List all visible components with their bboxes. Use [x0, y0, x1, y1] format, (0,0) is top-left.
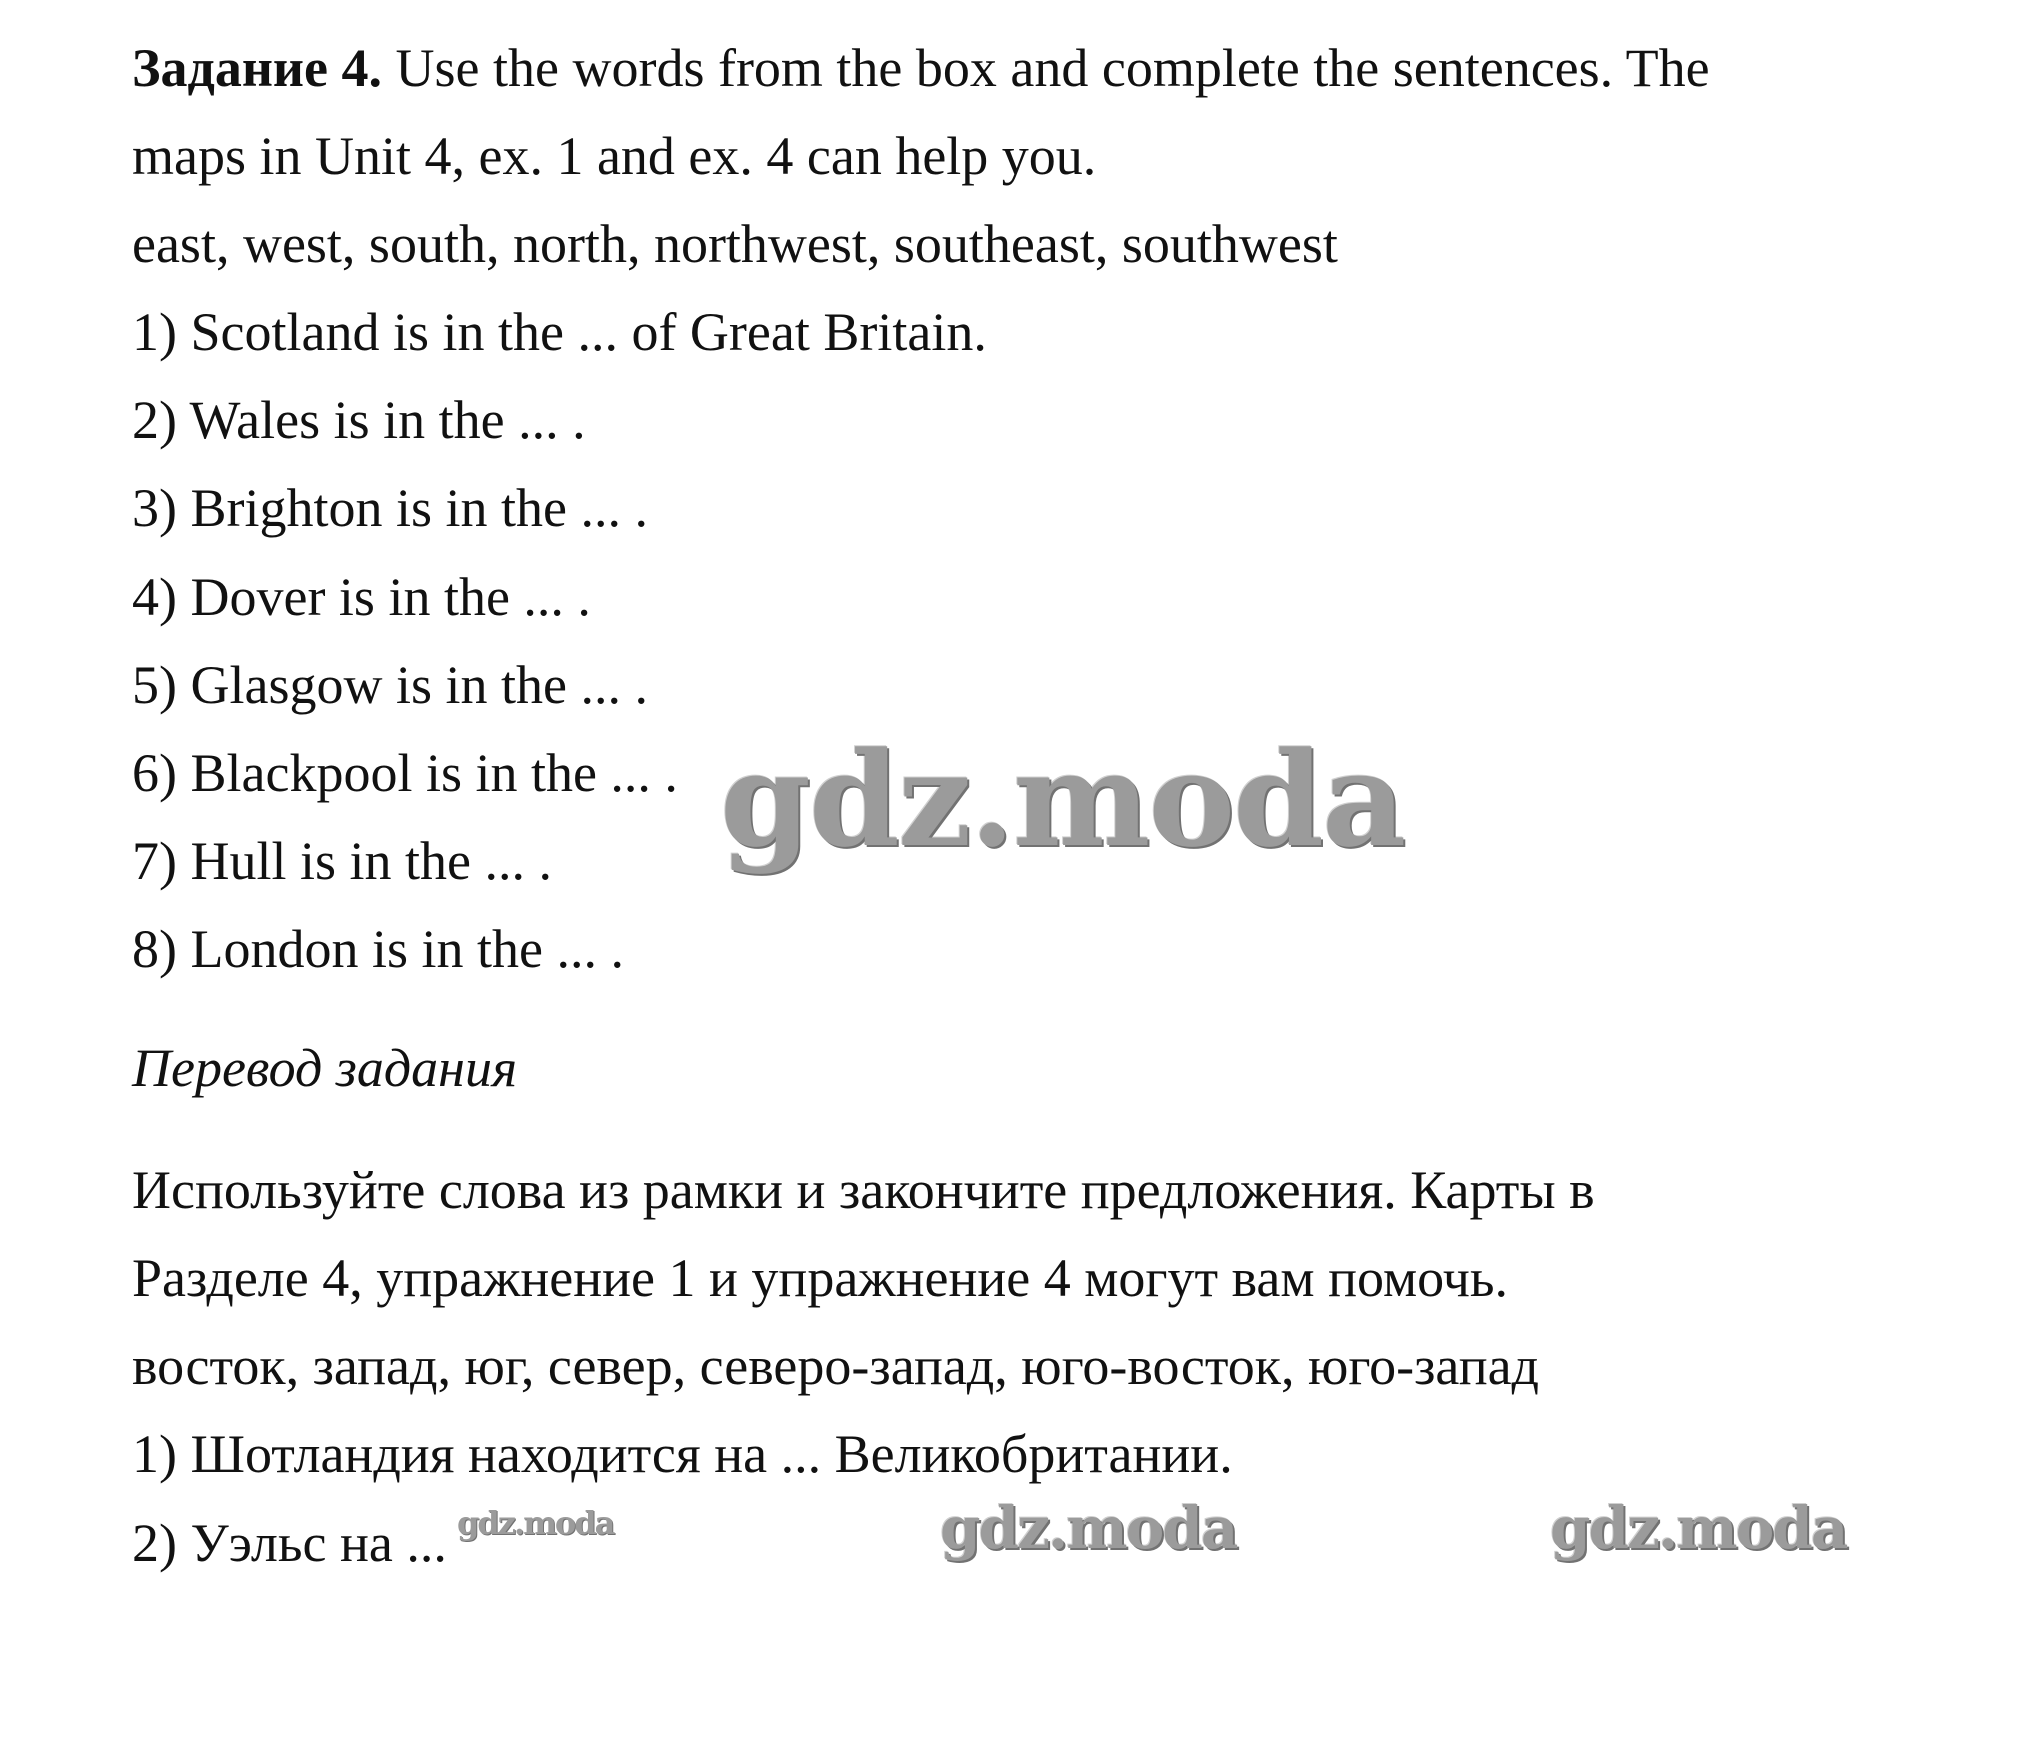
task-sentence-7: 7) Hull is in the ... . [132, 831, 552, 891]
task-sentence-1: 1) Scotland is in the ... of Great Britain. [132, 302, 987, 362]
task-instruction-line-2: maps in Unit 4, ex. 1 and ex. 4 can help you. [132, 126, 1097, 186]
task-sentence-8: 8) London is in the ... . [132, 919, 624, 979]
watermark-logo-small: gdz.moda [457, 1504, 614, 1542]
task-instruction-text: Use the words from the box and complete the sentences. The [382, 38, 1710, 98]
task-label: Задание 4. [132, 38, 383, 98]
translation-sentence-2: 2) Уэльс на ... [132, 1513, 447, 1573]
watermark-logo-medium-2: gdz.moda [1550, 1494, 1847, 1562]
task-word-box: east, west, south, north, northwest, southeast, southwest [132, 214, 1338, 274]
translation-heading: Перевод задания [132, 1038, 518, 1098]
watermark-logo-large: gdz.moda [720, 723, 1405, 876]
translation-instruction-line-1: Используйте слова из рамки и закончите предложения. Карты в [132, 1160, 1595, 1220]
translation-instruction-line-2: Разделе 4, упражнение 1 и упражнение 4 могут вам помочь. [132, 1248, 1508, 1308]
task-sentence-5: 5) Glasgow is in the ... . [132, 655, 648, 715]
task-sentence-2: 2) Wales is in the ... . [132, 390, 586, 450]
watermark-logo-medium-1: gdz.moda [940, 1494, 1237, 1562]
translation-word-box: восток, запад, юг, север, северо-запад, юго-восток, юго-запад [132, 1336, 1540, 1396]
task-sentence-3: 3) Brighton is in the ... . [132, 478, 648, 538]
task-sentence-4: 4) Dover is in the ... . [132, 567, 591, 627]
task-instruction-line-1 [132, 38, 1710, 98]
translation-sentence-1: 1) Шотландия находится на ... Великобритании. [132, 1424, 1233, 1484]
task-sentence-6: 6) Blackpool is in the ... . [132, 743, 678, 803]
